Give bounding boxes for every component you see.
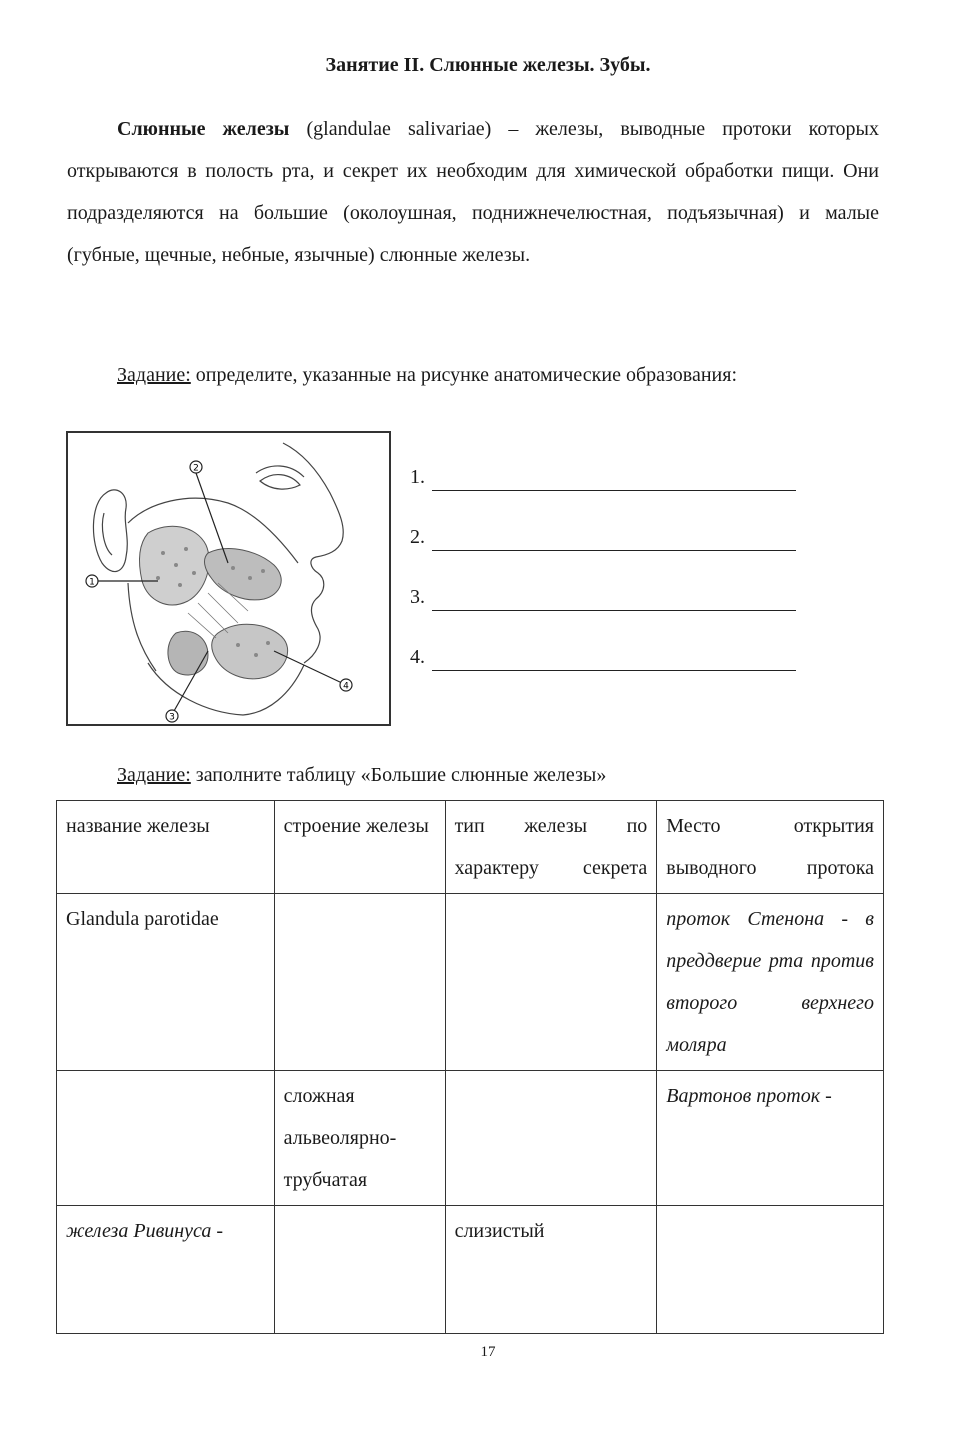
marker-4 — [340, 679, 352, 692]
table-cell[interactable] — [657, 1206, 884, 1334]
header-cell: тип железы по характеру секрета — [445, 801, 657, 894]
marker-1 — [86, 575, 98, 588]
task-2-text: заполните таблицу «Большие слюнные железы» — [190, 764, 607, 786]
table-row — [57, 1206, 884, 1334]
table-cell[interactable]: проток Стенона - в преддверие рта против второго верхнего моляра — [657, 894, 884, 1071]
table-cell[interactable] — [57, 1071, 275, 1206]
task-2-label: Задание: — [117, 764, 191, 786]
svg-text:4: 4 — [343, 681, 349, 692]
task-1-text: определите, указанные на рисунке анатомические образования: — [190, 364, 738, 386]
svg-text:3: 3 — [169, 712, 175, 723]
answer-line-1[interactable] — [410, 462, 800, 522]
salivary-glands-illustration — [68, 433, 389, 724]
marker-2 — [190, 461, 202, 474]
table-cell[interactable]: сложная альвеолярно-трубчатая — [274, 1071, 445, 1206]
table-cell[interactable] — [445, 1071, 657, 1206]
page-title: Занятие II. Слюнные железы. Зубы. — [325, 54, 651, 76]
table-row — [57, 894, 884, 1071]
blank-line — [432, 670, 796, 671]
blank-line — [432, 610, 796, 611]
marker-3 — [166, 710, 178, 723]
table-cell[interactable]: Вартонов проток - — [657, 1071, 884, 1206]
answer-line-2[interactable] — [410, 522, 800, 582]
svg-text:1: 1 — [89, 577, 95, 588]
anatomy-figure — [66, 431, 391, 726]
table-cell[interactable] — [274, 1206, 445, 1334]
intro-text: (glandulae salivariae) – железы, выводные протоки которых открываются в полость рта, и секрет их необходим для химической обработки пищи. Они подразделяются на большие (околоушная, поднижнечелюстная, подъязычная) и малые (губные, щечные, небные, язычные) слюнные железы. — [67, 118, 879, 266]
header-cell: Место открытия выводного протока — [657, 801, 884, 894]
task-1 — [117, 364, 737, 387]
table-cell[interactable]: слизистый — [445, 1206, 657, 1334]
answer-number: 2. — [410, 526, 425, 548]
intro-term: Слюнные железы — [117, 118, 290, 140]
table-row — [57, 1071, 884, 1206]
table-cell[interactable] — [445, 894, 657, 1071]
blank-line — [432, 550, 796, 551]
page-number: 17 — [480, 1344, 496, 1360]
table-cell[interactable]: железа Ривинуса - — [57, 1206, 275, 1334]
table-cell[interactable]: Glandula parotidae — [57, 894, 275, 1071]
task-1-label: Задание: — [117, 364, 191, 386]
answer-line-3[interactable] — [410, 582, 800, 642]
intro-paragraph — [67, 108, 879, 276]
svg-text:2: 2 — [193, 463, 199, 474]
header-cell: название железы — [57, 801, 275, 894]
salivary-glands-table — [56, 800, 884, 1334]
answer-number: 1. — [410, 466, 425, 488]
blank-line — [432, 490, 796, 491]
answer-number: 4. — [410, 646, 425, 668]
header-cell: строение железы — [274, 801, 445, 894]
table-header-row — [57, 801, 884, 894]
answer-lines — [410, 462, 800, 702]
answer-line-4[interactable] — [410, 642, 800, 702]
table-cell[interactable] — [274, 894, 445, 1071]
answer-number: 3. — [410, 586, 425, 608]
task-2 — [117, 764, 606, 787]
